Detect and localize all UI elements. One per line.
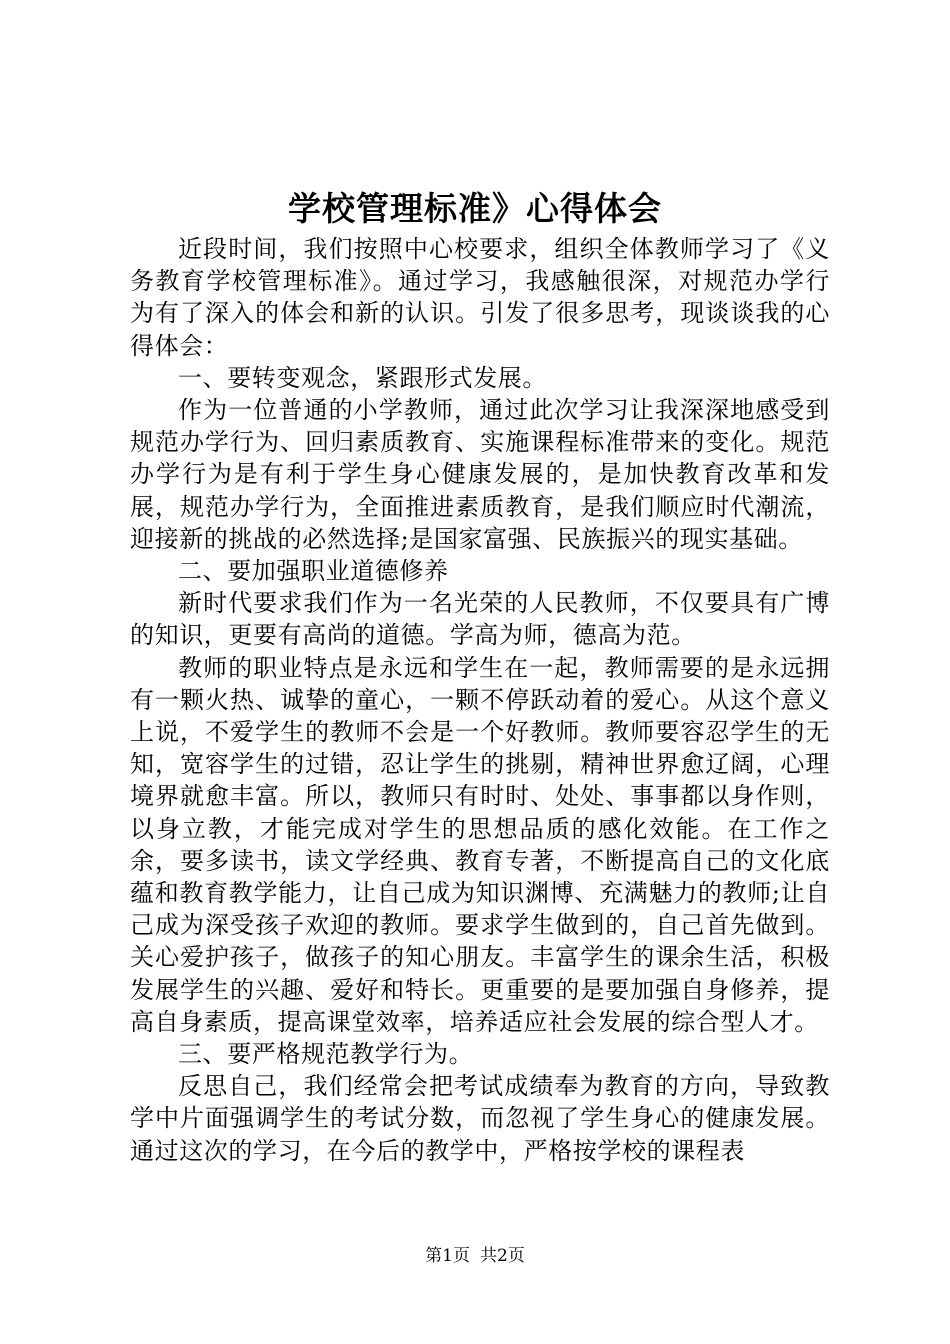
section-heading-3: 三、要严格规范教学行为。 xyxy=(178,1040,474,1069)
page-total: 共2页 xyxy=(480,1246,525,1266)
paragraph-section-3: 反思自己，我们经常会把考试成绩奉为教育的方向，导致教学中片面强调学生的考试分数，而忽视了学生身心的健康发展。通过这次的学习，在今后的教学中，严格按学校的课程表 xyxy=(130,1072,830,1165)
paragraph-section-2b: 教师的职业特点是永远和学生在一起，教师需要的是永远拥有一颗火热、诚挚的童心，一颗不停跃动着的爱心。从这个意义上说，不爱学生的教师不会是一个好教师。教师要容忍学生的无知，宽容学生的过错，忍让学生的挑剔，精神世界愈辽阔，心理境界就愈丰富。所以，教师只有时时、处处、事事都以身作则，以身立教，才能完成对学生的思想品质的感化效能。在工作之余，要多读书，读文学经典、教育专著，不断提高自己的文化底蕴和教育教学能力，让自己成为知识渊博、充满魅力的教师;让自己成为深受孩子欢迎的教师。要求学生做到的，自己首先做到。关心爱护孩子，做孩子的知心朋友。丰富学生的课余生活，积极发展学生的兴趣、爱好和特长。更重要的是要加强自身修养，提高自身素质，提高课堂效率，培养适应社会发展的综合型人才。 xyxy=(130,653,830,1036)
section-heading-1: 一、要转变观念，紧跟形式发展。 xyxy=(178,363,547,392)
page-footer xyxy=(0,1244,950,1268)
document-body xyxy=(130,233,830,1167)
paragraph-section-2a: 新时代要求我们作为一名光荣的人民教师，不仅要具有广博的知识，更要有高尚的道德。学高为师，德高为范。 xyxy=(130,589,830,650)
section-heading-2: 二、要加强职业道德修养 xyxy=(178,557,449,586)
page-number: 第1页 xyxy=(425,1246,470,1266)
paragraph-section-1: 作为一位普通的小学教师，通过此次学习让我深深地感受到规范办学行为、回归素质教育、实施课程标准带来的变化。规范办学行为是有利于学生身心健康发展的，是加快教育改革和发展，规范办学行为，全面推进素质教育，是我们顺应时代潮流，迎接新的挑战的必然选择;是国家富强、民族振兴的现实基础。 xyxy=(130,396,830,553)
paragraph-intro: 近段时间，我们按照中心校要求，组织全体教师学习了《义务教育学校管理标准》。通过学习，我感触很深，对规范办学行为有了深入的体会和新的认识。引发了很多思考，现谈谈我的心得体会： xyxy=(130,235,830,360)
document-title: 学校管理标准》心得体会 xyxy=(288,189,662,228)
